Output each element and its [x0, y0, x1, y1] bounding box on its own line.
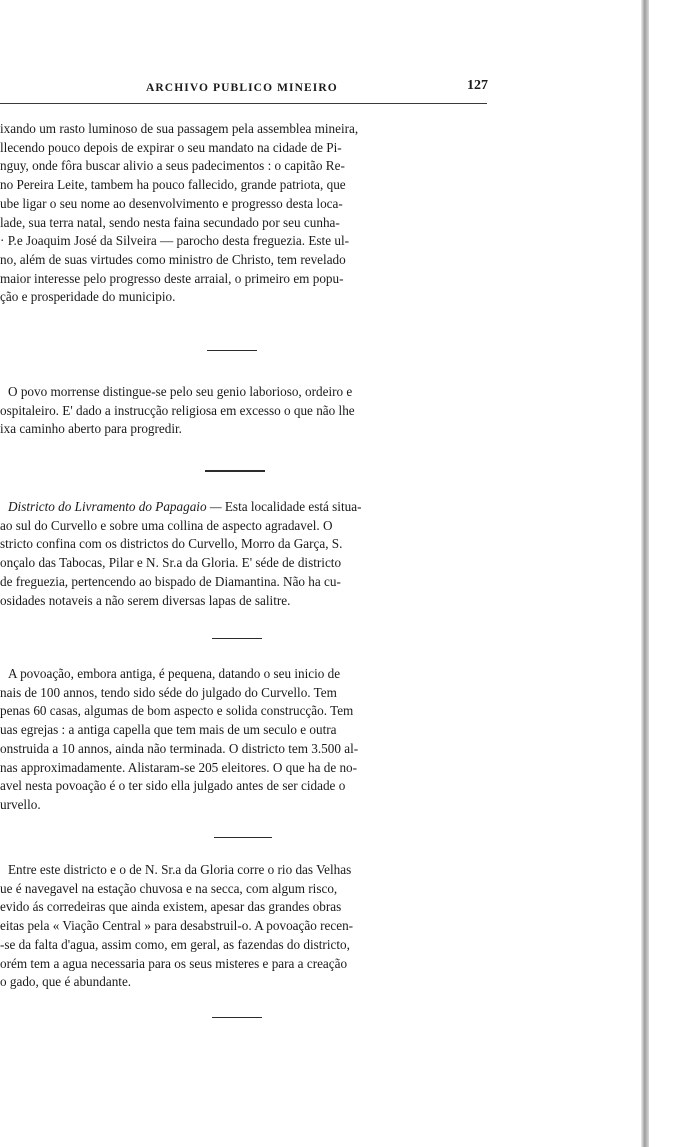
text-line: no, além de suas virtudes como ministro de Christo, tem revelado	[0, 251, 346, 267]
text-line: penas 60 casas, algumas de bom aspecto e solida construcção. Tem	[0, 703, 354, 719]
text-line: uas egrejas : a antiga capella que tem mais de um seculo e outra	[0, 722, 337, 738]
text-line: nais de 100 annos, tendo sido séde do julgado do Curvello. Tem	[0, 684, 337, 700]
paragraph-1	[0, 120, 492, 307]
text-line: onstruida a 10 annos, ainda não terminada. O districto tem 3.500 al-	[0, 740, 359, 756]
text-line: evido ás corredeiras que ainda existem, apesar das grandes obras	[0, 899, 342, 915]
section-separator	[212, 1017, 262, 1018]
text-line: A povoação, embora antiga, é pequena, datando o seu inicio de	[8, 666, 341, 681]
text-line: ao sul do Curvello e sobre uma collina de aspecto agradavel. O	[0, 517, 333, 533]
paragraph-5	[0, 861, 492, 992]
section-separator	[214, 837, 272, 838]
paragraph-3	[0, 498, 492, 610]
text-line: ube ligar o seu nome ao desenvolvimento e progresso desta loca-	[0, 195, 343, 211]
text-line: ixa caminho aberto para progredir.	[0, 421, 182, 437]
text-line: · P.e Joaquim José da Silveira — parocho desta freguezia. Este ul-	[0, 233, 349, 249]
text-line: osidades notaveis a não serem diversas lapas de salitre.	[0, 592, 291, 608]
text-line: nguy, onde fôra buscar alivio a seus padecimentos : o capitão Re-	[0, 158, 345, 174]
text-line: -se da falta d'agua, assim como, em geral, as fazendas do districto,	[0, 936, 350, 952]
text-line-rest: Esta localidade está situa-	[221, 499, 362, 514]
section-separator	[207, 350, 257, 351]
text-line: orém tem a agua necessaria para os seus misteres e para a creação	[0, 955, 348, 971]
running-header-title: ARCHIVO PUBLICO MINEIRO	[146, 82, 338, 94]
district-heading: Districto do Livramento do Papagaio —	[8, 499, 222, 514]
text-line: Entre este districto e o de N. Sr.a da Gloria corre o rio das Velhas	[8, 862, 352, 877]
text-line: ixando um rasto luminoso de sua passagem pela assemblea mineira,	[0, 121, 359, 136]
text-line: no Pereira Leite, tambem ha pouco fallecido, grande patriota, que	[0, 177, 346, 193]
text-line: O povo morrense distingue-se pelo seu genio laborioso, ordeiro e	[8, 384, 353, 399]
paragraph-2	[0, 383, 492, 439]
page-edge-shadow	[641, 0, 649, 1147]
paragraph-4	[0, 665, 492, 815]
text-line: de freguezia, pertencendo ao bispado de Diamantina. Não ha cu-	[0, 573, 341, 589]
text-line: eitas pela « Viação Central » para desabstruil-o. A povoação recen-	[0, 918, 354, 934]
text-line: nas approximadamente. Alistaram-se 205 eleitores. O que ha de no-	[0, 759, 358, 775]
text-line: avel nesta povoação é o ter sido ella julgado antes de ser cidade o	[0, 778, 346, 794]
section-separator	[205, 470, 265, 472]
text-line: maior interesse pelo progresso deste arraial, o primeiro em popu-	[0, 270, 344, 286]
text-line: o gado, que é abundante.	[0, 974, 132, 990]
section-separator	[212, 638, 262, 639]
text-line: onçalo das Tabocas, Pilar e N. Sr.a da Gloria. E' séde de districto	[0, 555, 342, 571]
page-number: 127	[467, 78, 488, 93]
text-line	[0, 498, 492, 517]
text-line: llecendo pouco depois de expirar o seu mandato na cidade de Pi-	[0, 139, 342, 155]
text-line: ção e prosperidade do municipio.	[0, 289, 176, 305]
text-line: ue é navegavel na estação chuvosa e na secca, com algum risco,	[0, 880, 338, 896]
text-line: ospitaleiro. E' dado a instrucção religiosa em excesso o que não lhe	[0, 402, 355, 418]
text-line: stricto confina com os districtos do Curvello, Morro da Garça, S.	[0, 536, 343, 552]
text-line: urvello.	[0, 796, 41, 812]
header-rule	[0, 103, 487, 104]
text-line: lade, sua terra natal, sendo nesta faina secundado por seu cunha-	[0, 214, 340, 230]
